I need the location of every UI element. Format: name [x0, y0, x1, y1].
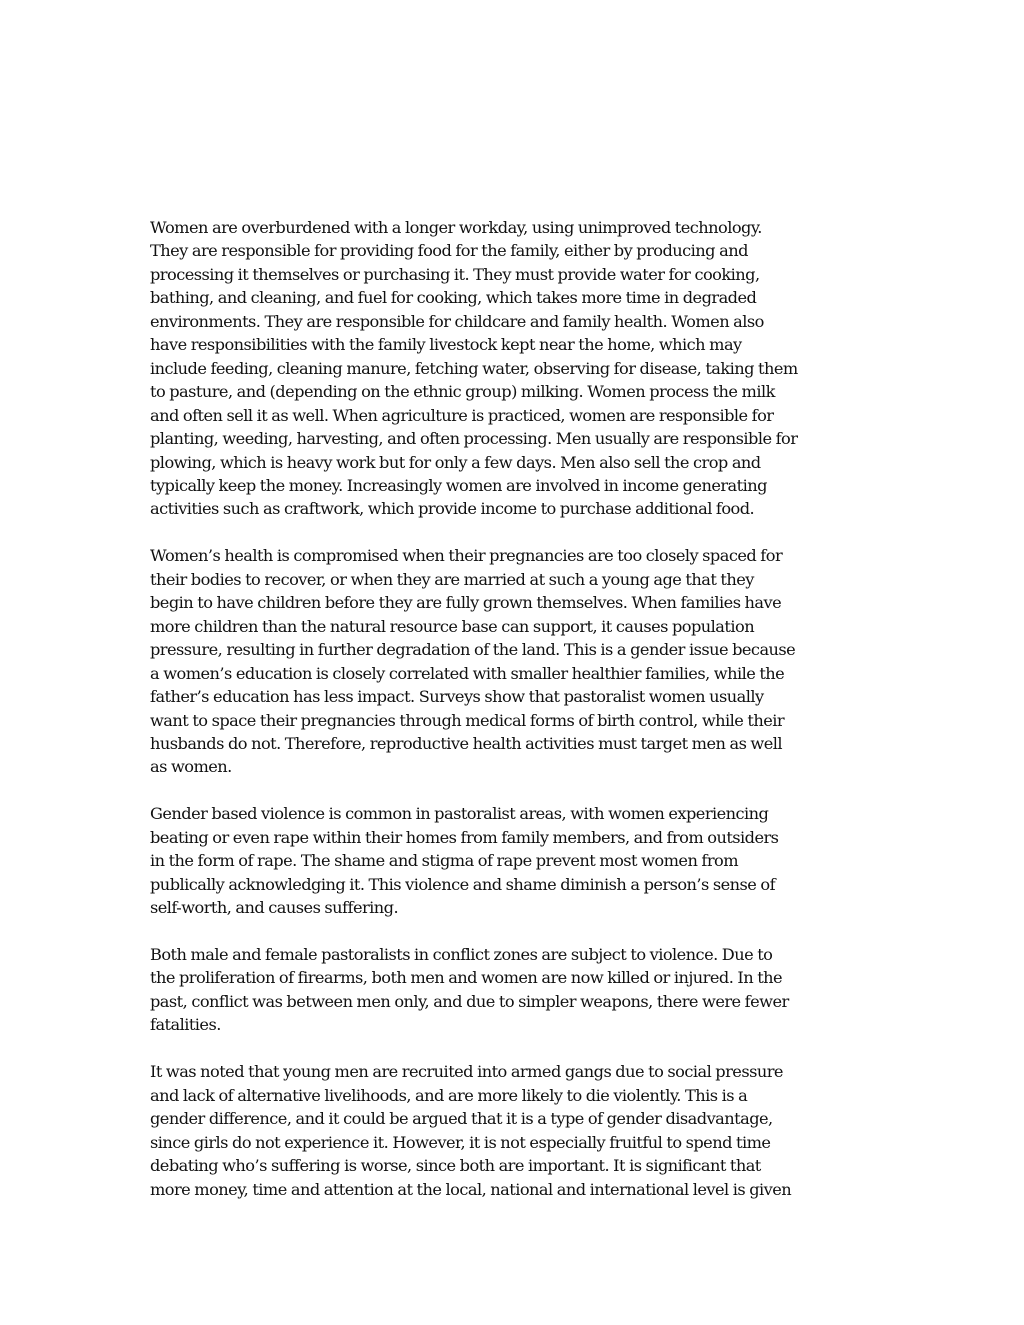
text-line: bathing, and cleaning, and fuel for cooking, which takes more time in degraded	[150, 288, 757, 308]
text-line: want to space their pregnancies through medical forms of birth control, while their	[150, 710, 785, 730]
text-line: activities such as craftwork, which provide income to purchase additional food.	[150, 499, 755, 519]
text-line: typically keep the money. Increasingly women are involved in income generating	[150, 475, 767, 495]
text-line: have responsibilities with the family livestock kept near the home, which may	[150, 335, 742, 355]
text-line: begin to have children before they are fully grown themselves. When families have	[150, 593, 782, 613]
text-line: Gender based violence is common in pastoralist areas, with women experiencing	[150, 804, 769, 824]
text-line: publically acknowledging it. This violence and shame diminish a person’s sense of	[150, 874, 776, 894]
text-line: include feeding, cleaning manure, fetching water, observing for disease, taking them	[150, 358, 798, 378]
text-line: It was noted that young men are recruited into armed gangs due to social pressure	[150, 1062, 783, 1082]
text-line: fatalities.	[150, 1015, 221, 1035]
text-line: the proliferation of firearms, both men and women are now killed or injured. In the	[150, 968, 783, 988]
text-line: They are responsible for providing food for the family, either by producing and	[150, 241, 748, 261]
text-line: Women’s health is compromised when their pregnancies are too closely spaced for	[150, 546, 783, 566]
text-line: self-worth, and causes suffering.	[150, 898, 399, 918]
text-line: Both male and female pastoralists in conflict zones are subject to violence. Due to	[150, 945, 773, 964]
text-line: beating or even rape within their homes from family members, and from outsiders	[150, 827, 779, 847]
text-line: and lack of alternative livelihoods, and are more likely to die violently. This is a	[150, 1085, 748, 1105]
text-line: more money, time and attention at the local, national and international level is given	[150, 1179, 792, 1199]
body-text	[150, 216, 890, 1224]
text-line: past, conflict was between men only, and due to simpler weapons, there were fewer	[150, 991, 789, 1011]
text-line: plowing, which is heavy work but for only a few days. Men also sell the crop and	[150, 452, 761, 472]
paragraph-gender-violence	[150, 802, 890, 919]
text-line: more children than the natural resource base can support, it causes population	[150, 616, 755, 636]
paragraph-conflict-zones	[150, 943, 890, 1037]
text-line: and often sell it as well. When agriculture is practiced, women are responsible for	[150, 405, 774, 425]
text-line: a women’s education is closely correlated with smaller healthier families, while the	[150, 663, 785, 683]
text-line: environments. They are responsible for childcare and family health. Women also	[150, 311, 764, 331]
text-line: husbands do not. Therefore, reproductive health activities must target men as well	[150, 733, 783, 753]
text-line: in the form of rape. The shame and stigma of rape prevent most women from	[150, 851, 739, 871]
text-line: debating who’s suffering is worse, since both are important. It is significant that	[150, 1156, 761, 1176]
text-line: since girls do not experience it. However, it is not especially fruitful to spend time	[150, 1132, 771, 1152]
text-line: gender difference, and it could be argued that it is a type of gender disadvantage,	[150, 1109, 773, 1129]
text-line: to pasture, and (depending on the ethnic group) milking. Women process the milk	[150, 382, 775, 402]
text-line: father’s education has less impact. Surveys show that pastoralist women usually	[150, 687, 764, 707]
text-line: processing it themselves or purchasing it. They must provide water for cooking,	[150, 264, 760, 284]
paragraph-young-men	[150, 1060, 890, 1201]
text-line: as women.	[150, 757, 232, 777]
paragraph-women-workload	[150, 216, 890, 521]
text-line: Women are overburdened with a longer workday, using unimproved technology.	[150, 218, 762, 237]
text-line: pressure, resulting in further degradation of the land. This is a gender issue because	[150, 640, 796, 660]
paragraph-women-health	[150, 544, 890, 779]
text-line: their bodies to recover, or when they are married at such a young age that they	[150, 569, 754, 589]
text-line: planting, weeding, harvesting, and often processing. Men usually are responsible for	[150, 429, 798, 449]
